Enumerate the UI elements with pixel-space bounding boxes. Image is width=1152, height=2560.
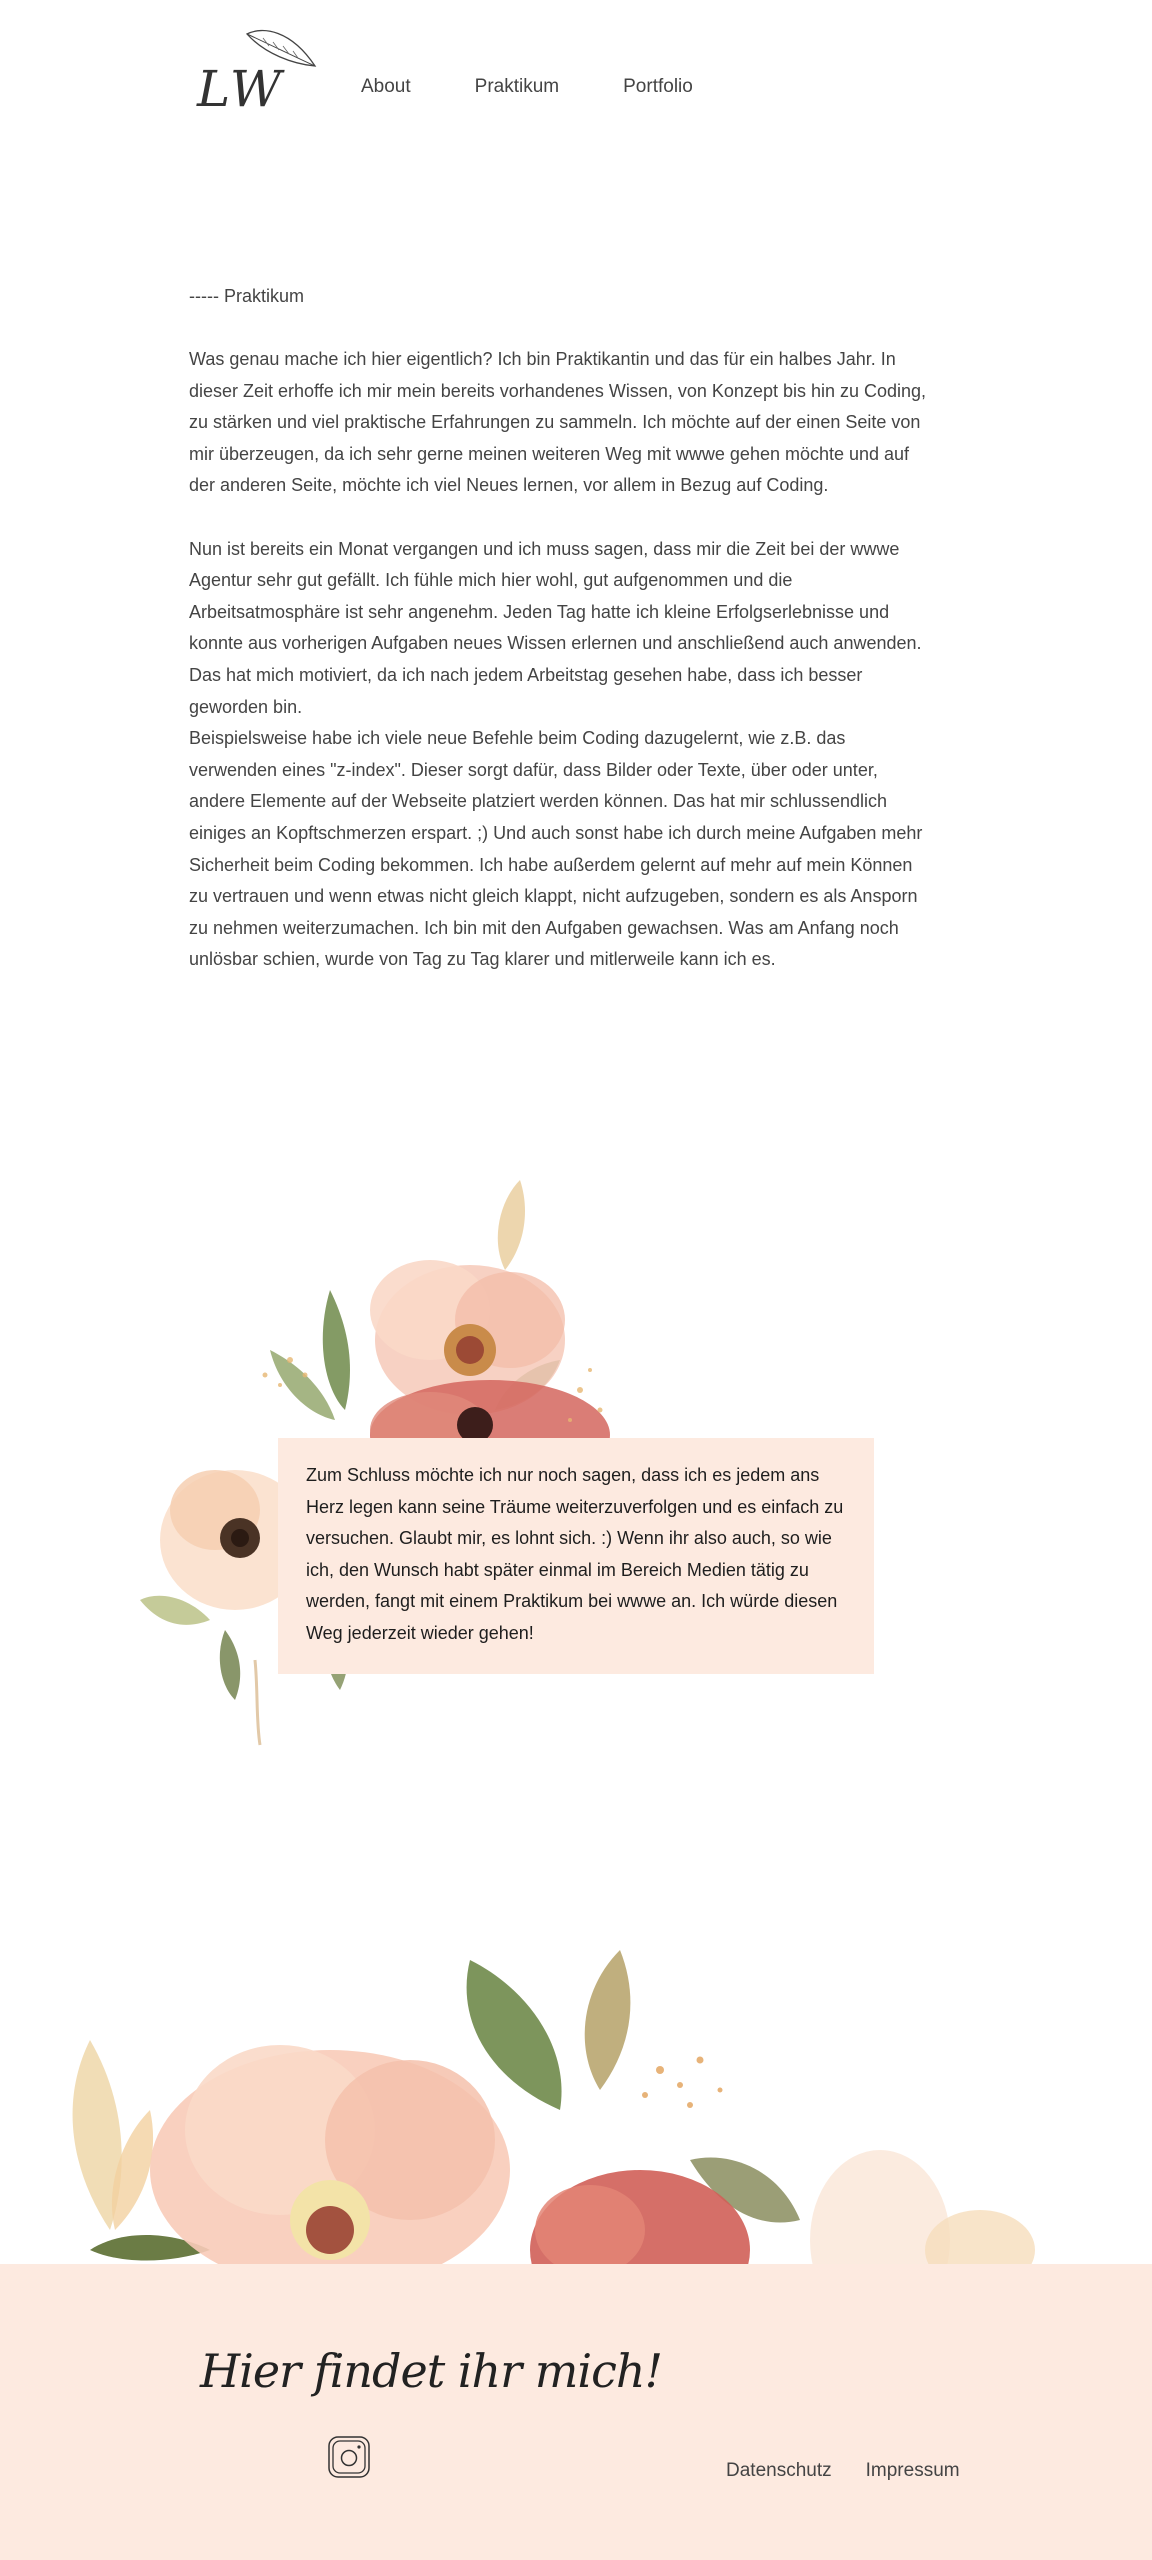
footer-link-impressum[interactable]: Impressum	[865, 2460, 960, 2481]
footer-title: Hier findet ihr mich!	[200, 2344, 662, 2398]
flower-border-illustration	[0, 1930, 1152, 2264]
site-header	[0, 0, 1152, 150]
main-nav	[361, 76, 757, 98]
paragraph-experience: Nun ist bereits ein Monat vergangen und ich muss sagen, dass mir die Zeit bei der wwwe Agentur sehr gut gefällt. Ich fühle mich hier wohl, gut aufgenommen und die Arbeitsatmosphäre ist sehr angenehm. Jeden Tag hatte ich kleine Erfolgserlebnisse und konnte aus vorherigen Aufgaben neues Wissen erlernen und anschließend auch anwenden. Das hat mich motiviert, da ich nach jedem Arbeitstag gesehen habe, dass ich besser geworden bin.	[189, 538, 922, 717]
footer-links	[726, 2460, 994, 2482]
section-label: ----- Praktikum	[189, 286, 304, 306]
paragraph-intro: Was genau mache ich hier eigentlich? Ich bin Praktikantin und das für ein halbes Jahr. In dieser Zeit erhoffe ich mir mein bereits vorhandenes Wissen, von Konzept bis hin zu Coding, zu stärken und viel praktische Erfahrungen zu sammeln. Ich möchte auf der einen Seite von mir überzeugen, da ich sehr gerne meinen weiteren Weg mit wwwe gehen möchte und auf der anderen Seite, möchte ich viel Neues lernen, vor allem in Bezug auf Coding.	[189, 349, 927, 496]
site-footer	[0, 2264, 1152, 2560]
logo[interactable]	[195, 28, 325, 120]
nav-item-portfolio[interactable]: Portfolio	[623, 76, 693, 97]
nav-item-about[interactable]: About	[361, 76, 411, 97]
footer-link-datenschutz[interactable]: Datenschutz	[726, 2460, 832, 2481]
nav-item-praktikum[interactable]: Praktikum	[474, 76, 560, 97]
main-content	[189, 280, 929, 976]
instagram-icon[interactable]	[328, 2436, 370, 2478]
closing-callout	[278, 1438, 874, 1674]
callout-text: Zum Schluss möchte ich nur noch sagen, dass ich es jedem ans Herz legen kann seine Träume weiterzuverfolgen und es einfach zu versuchen. Glaubt mir, es lohnt sich. :) Wenn ihr also auch, so wie ich, den Wunsch habt später einmal im Bereich Medien tätig zu werden, fangt mit einem Praktikum bei wwwe an. Ich würde diesen Weg jederzeit wieder gehen!	[306, 1465, 844, 1643]
paragraph-learning: Beispielsweise habe ich viele neue Befehle beim Coding dazugelernt, wie z.B. das verwenden eines "z-index". Dieser sorgt dafür, dass Bilder oder Texte, über oder unter, andere Elemente auf der Webseite platziert werden können. Das hat mir schlussendlich einiges an Kopftschmerzen erspart. ;) Und auch sonst habe ich durch meine Aufgaben mehr Sicherheit beim Coding bekommen. Ich habe außerdem gelernt auf mehr auf mein Können zu vertrauen und wenn etwas nicht gleich klappt, nicht aufzugeben, sondern es als Ansporn zu nehmen weiterzumachen. Ich bin mit den Aufgaben gewachsen. Was am Anfang noch unlösbar schien, wurde von Tag zu Tag klarer und mitlerweile kann ich es.	[189, 728, 923, 970]
logo-text: LW	[197, 60, 286, 118]
